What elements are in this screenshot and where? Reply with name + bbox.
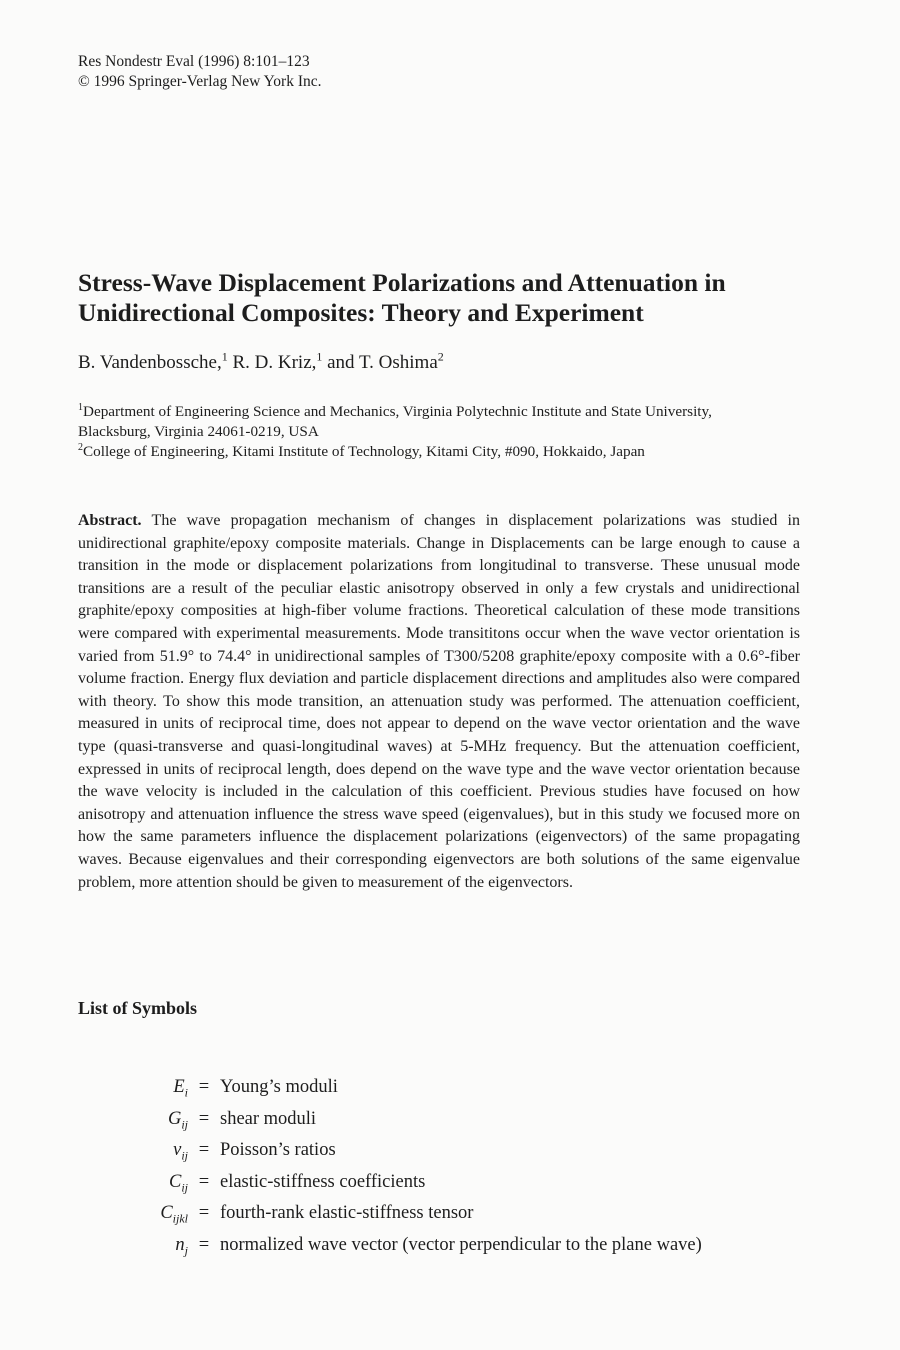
symbol-definition: elastic-stiffness coefficients xyxy=(220,1171,426,1192)
author-2: R. D. Kriz, xyxy=(232,352,317,373)
author-3-mark: 2 xyxy=(437,349,444,364)
equals-sign: = xyxy=(198,1077,210,1097)
copyright-line: © 1996 Springer-Verlag New York Inc. xyxy=(78,73,322,90)
affiliation-1-mark: 1 xyxy=(78,401,83,413)
symbol: $C_{ijkl}$ xyxy=(160,1203,188,1226)
affiliation-2-line-1: College of Engineering, Kitami Institute of Technology, Kitami City, #090, Hokkaido, Japan xyxy=(83,443,645,460)
author-2-mark: 1 xyxy=(316,349,323,364)
affiliation-1 xyxy=(78,402,823,442)
affiliation-1-line-2: Blacksburg, Virginia 24061-0219, USA xyxy=(78,423,319,440)
symbol-row xyxy=(120,1203,702,1235)
title-line-1: Stress-Wave Displacement Polarizations and Attenuation in xyxy=(78,268,726,297)
title-line-2: Unidirectional Composites: Theory and Experiment xyxy=(78,298,644,327)
equals-sign: = xyxy=(198,1234,210,1255)
symbol-definition: Young’s moduli xyxy=(220,1077,338,1097)
author-3: and T. Oshima xyxy=(327,352,438,373)
abstract xyxy=(78,510,800,894)
symbol: $E_i$ xyxy=(173,1077,188,1100)
abstract-label: Abstract. xyxy=(78,512,142,529)
author-list xyxy=(78,349,444,374)
symbol-row xyxy=(120,1077,702,1109)
symbol-row xyxy=(120,1109,702,1141)
symbol: $C_{ij}$ xyxy=(168,1171,188,1195)
symbol: $n_j$ xyxy=(175,1234,188,1258)
symbol-definition: shear moduli xyxy=(220,1108,317,1129)
symbol-definition: fourth-rank elastic-stiffness tensor xyxy=(220,1203,474,1223)
equals-sign: = xyxy=(198,1108,210,1129)
symbol: $G_{ij}$ xyxy=(167,1108,188,1132)
symbol: $\nu_{ij}$ xyxy=(173,1140,188,1163)
author-1: B. Vandenbossche, xyxy=(78,352,222,373)
journal-header xyxy=(78,52,322,92)
symbol-row xyxy=(120,1172,702,1204)
author-1-mark: 1 xyxy=(221,349,228,364)
symbols-heading: List of Symbols xyxy=(78,998,198,1018)
symbol-row xyxy=(120,1235,702,1267)
symbol-row xyxy=(120,1140,702,1172)
affiliations xyxy=(78,402,823,462)
symbols-list xyxy=(120,1077,702,1266)
abstract-text: The wave propagation mechanism of changes in displacement polarizations was studied in unidirectional graphite/epoxy composite materials. Change in Displacements can be large enough to cause a transition in the mode or displacement polarizations from longitudinal to transverse. These unusual mode transitions are a result of the peculiar elastic anisotropy observed in only a few crystals and unidirectional graphite/epoxy composities at high-fiber volume fractions. Theoretical calculation of these mode transitions were compared with experimental measurements. Mode transititons occur when the wave vector orientation is varied from 51.9° to 74.4° in unidirectional samples of T300/5208 graphite/epoxy composite with a 0.6°-fiber volume fraction. Energy flux deviation and particle displacement directions and amplitudes also were compared with theory. To show this mode transition, an attenuation study was performed. The attenuation coefficient, measured in units of reciprocal time, does not appear to depend on the wave vector orientation and the wave type (quasi-transverse and quasi-longitudinal waves) at 5-MHz frequency. But the attenuation coefficient, expressed in units of reciprocal length, does depend on the wave type and the wave vector orientation because the wave velocity is included in the calculation of this coefficient. Previous studies have focused on how anisotropy and attenuation influence the stress wave speed (eigenvalues), but in this study we focused more on how the same parameters influence the displacement polarizations (eigenvectors) of the same propagating waves. Because eigenvalues and their corresponding eigenvectors are both solutions of the same eigenvalue problem, more attention should be given to measurement of the eigenvectors. xyxy=(78,512,800,891)
symbol-definition: Poisson’s ratios xyxy=(220,1140,336,1160)
paper-title xyxy=(78,268,818,328)
affiliation-2-mark: 2 xyxy=(78,441,83,453)
symbol-definition: normalized wave vector (vector perpendicular to the plane wave) xyxy=(220,1234,702,1255)
equals-sign: = xyxy=(198,1171,210,1192)
affiliation-1-line-1: Department of Engineering Science and Mechanics, Virginia Polytechnic Institute and State University, xyxy=(83,403,712,420)
journal-citation: Res Nondestr Eval (1996) 8:101–123 xyxy=(78,53,310,70)
equals-sign: = xyxy=(198,1203,210,1223)
affiliation-2 xyxy=(78,442,823,462)
equals-sign: = xyxy=(198,1140,210,1160)
